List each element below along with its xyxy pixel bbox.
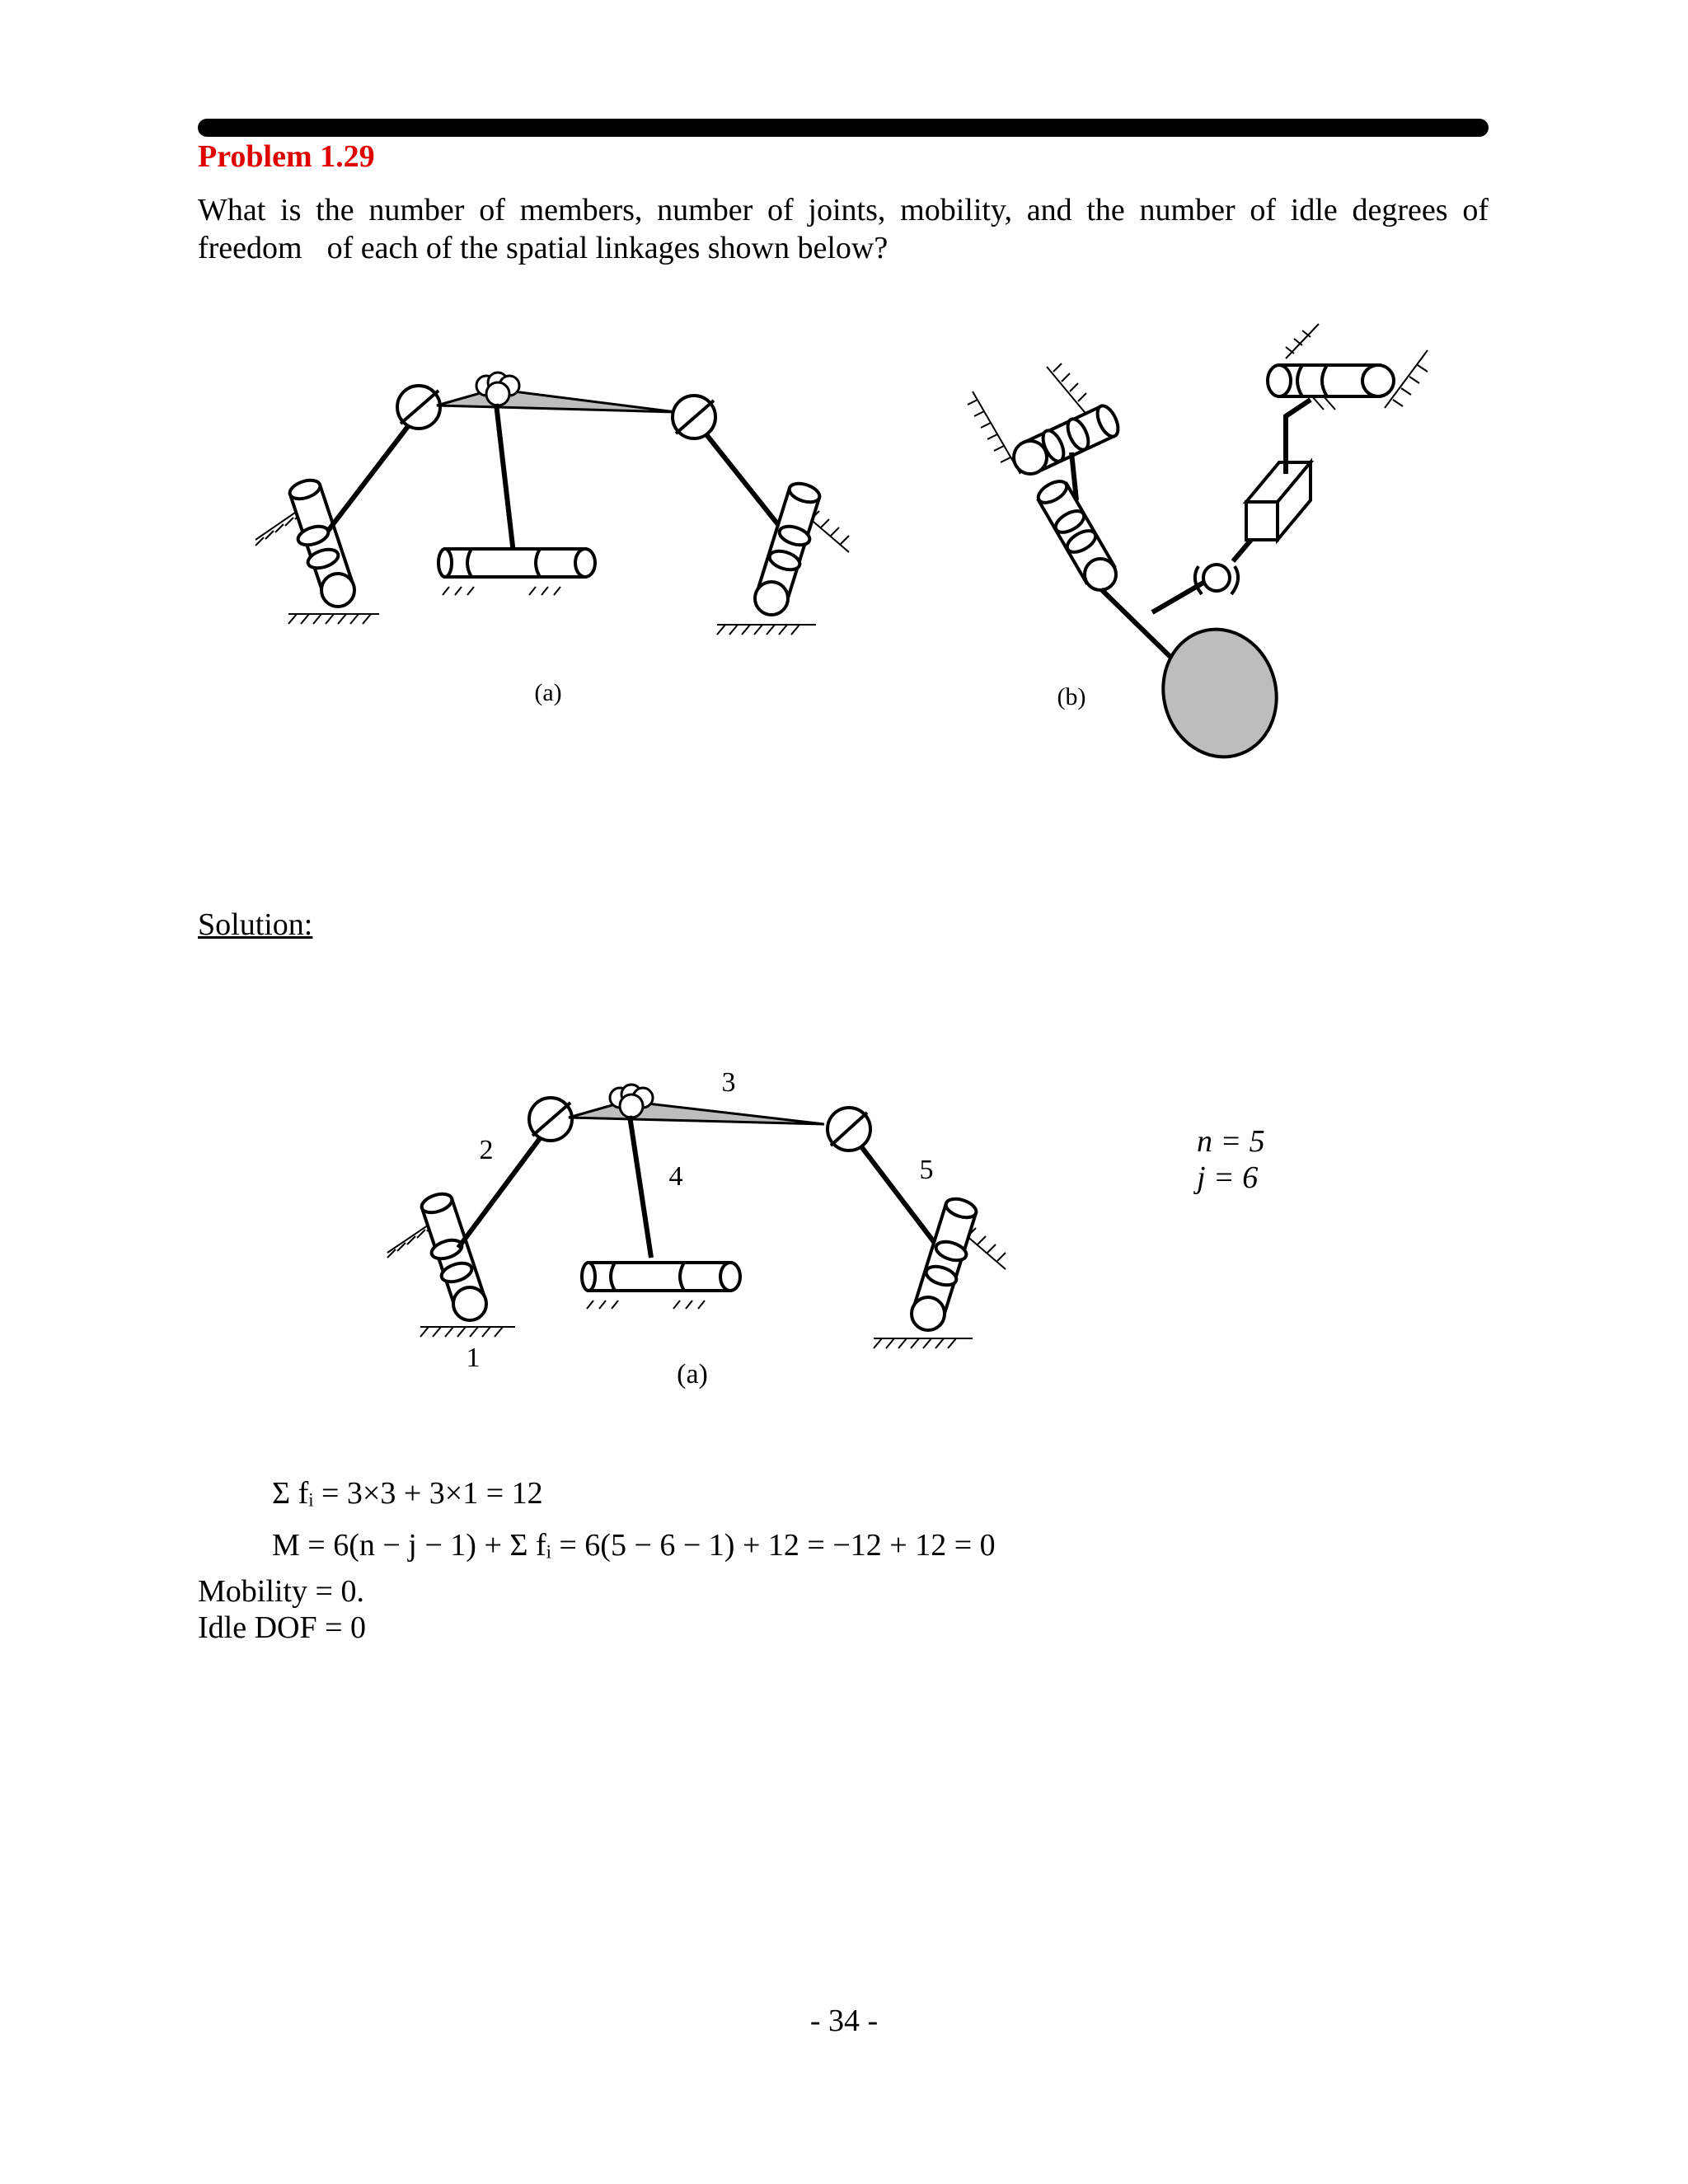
n-value: n = 5 <box>1197 1124 1265 1159</box>
member-label-4: 4 <box>668 1161 683 1192</box>
figure-b-top-caption: (b) <box>1057 683 1086 710</box>
figure-a-solution-caption: (a) <box>677 1359 708 1390</box>
member-label-5: 5 <box>919 1155 934 1185</box>
mobility-result: Mobility = 0. <box>198 1574 364 1609</box>
member-label-2: 2 <box>479 1135 494 1165</box>
page-number: - 34 - <box>809 2004 879 2038</box>
figure-b-top <box>956 317 1434 779</box>
question-line-2: of each of the spatial linkages shown below? <box>326 231 889 265</box>
problem-title: Problem 1.29 <box>198 139 375 174</box>
member-label-3: 3 <box>721 1067 736 1098</box>
equation-mobility: M = 6(n − j − 1) + Σ fᵢ = 6(5 − 6 − 1) + 12 = −12 + 12 = 0 <box>272 1528 996 1563</box>
j-value: j = 6 <box>1197 1160 1259 1195</box>
figure-a-top-caption: (a) <box>534 679 562 706</box>
figure-a-top <box>247 354 874 717</box>
problem-question <box>198 191 1489 267</box>
header-rule <box>198 119 1489 137</box>
question-line-1: What is the number of members, number of joints, mobility, and the number of idle degrees of freedom <box>198 193 1489 265</box>
member-label-1: 1 <box>466 1343 481 1373</box>
equation-sum-freedoms: Σ fᵢ = 3×3 + 3×1 = 12 <box>272 1476 543 1511</box>
figure-a-solution <box>379 1055 1022 1401</box>
n-j-values <box>1197 1123 1265 1196</box>
idle-dof-result: Idle DOF = 0 <box>198 1610 367 1645</box>
solution-heading: Solution: <box>198 907 313 942</box>
